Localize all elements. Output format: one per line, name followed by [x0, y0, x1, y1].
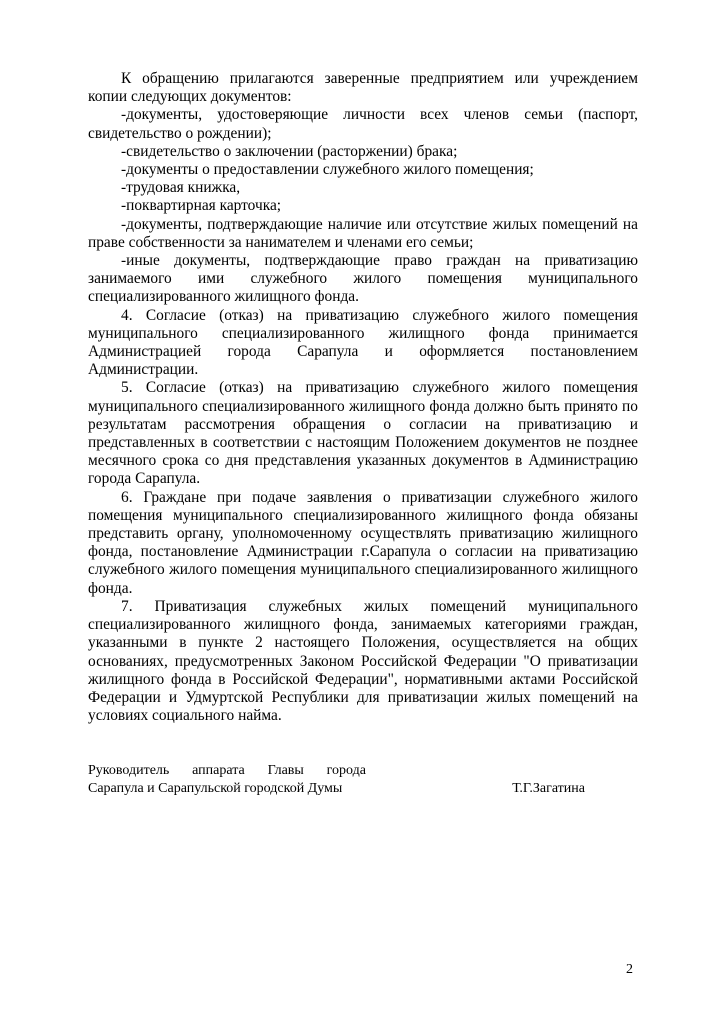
list-item-other-documents: -иные документы, подтверждающие право граждан на приватизацию занимаемого ими служебного жилого помещения муниципального специализированного жилищного фонда. — [88, 252, 638, 306]
signatory-title-line2: Сарапула и Сарапульской городской Думы — [88, 781, 343, 796]
list-item-employment-record: -трудовая книжка, — [121, 179, 241, 197]
list-item-identity-documents: -документы, удостоверяющие личности всех членов семьи (паспорт, свидетельство о рождении); — [88, 106, 638, 142]
list-item-apartment-card: -поквартирная карточка; — [121, 197, 282, 215]
clause-7: 7. Приватизация служебных жилых помещений муниципального специализированного жилищного фонда, занимаемых категориями граждан, указанными в пункте 2 настоящего Положения, осуществляется на общих основаниях, предусмотренных Законом Российской Федерации "О приватизации жилищного фонда в Российской Федерации", нормативными актами Российской Федерации и Удмуртской Республики для приватизации жилых помещений на условиях социального найма. — [88, 597, 638, 725]
document-body — [88, 70, 638, 725]
list-item-marriage-certificate: -свидетельство о заключении (расторжении) брака; — [121, 142, 458, 160]
clause-4: 4. Согласие (отказ) на приватизацию служебного жилого помещения муниципального специализированного жилищного фонда принимается Администрацией города Сарапула и оформляется постановлением Администрации. — [88, 306, 638, 379]
list-item-housing-provision-documents: -документы о предоставлении служебного жилого помещения; — [121, 161, 534, 179]
page-number: 2 — [626, 962, 633, 977]
clause-6: 6. Граждане при подаче заявления о приватизации служебного жилого помещения муниципального специализированного жилищного фонда обязаны представить органу, уполномоченному осуществлять приватизацию жилищного фонда, постановление Администрации г.Сарапула о согласии на приватизацию служебного жилого помещения муниципального специализированного жилищного фонда. — [88, 488, 638, 597]
list-item-ownership-documents: -документы, подтверждающие наличие или отсутствие жилых помещений на праве собственности за нанимателем и членами его семьи; — [88, 215, 638, 251]
signature-block — [88, 762, 588, 798]
clause-5: 5. Согласие (отказ) на приватизацию служебного жилого помещения муниципального специализированного жилищного фонда должно быть принято по результатам рассмотрения обращения о согласии на приватизацию и представленных в соответствии с настоящим Положением документов не позднее месячного срока со дня представления указанных документов в Администрацию города Сарапула. — [88, 379, 638, 488]
signatory-name: Т.Г.Загатина — [512, 781, 585, 796]
signatory-title-line1: Руководитель аппарата Главы города — [88, 763, 366, 778]
paragraph-attachments-intro: К обращению прилагаются заверенные предприятием или учреждением копии следующих документов: — [88, 70, 638, 106]
signature-row — [88, 780, 585, 798]
